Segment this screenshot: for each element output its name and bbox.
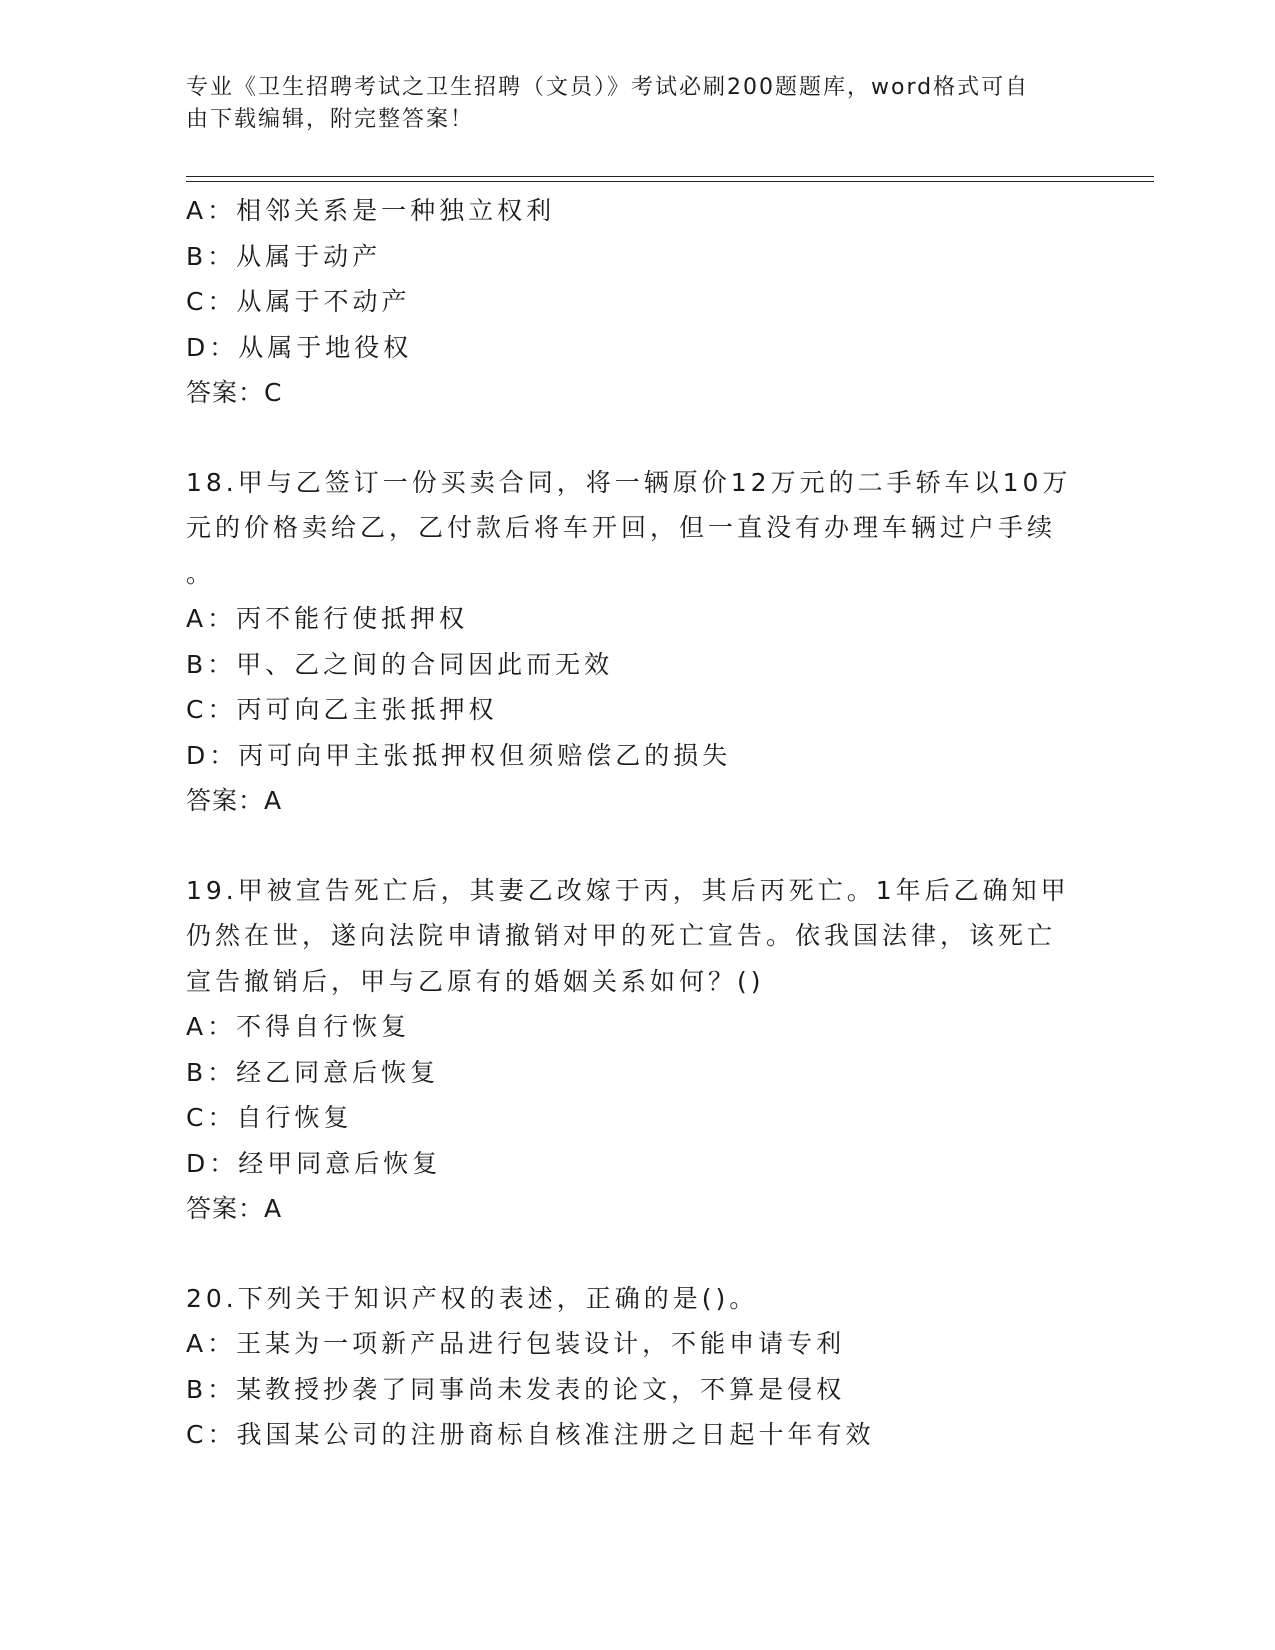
question-text-line-1: 20.下列关于知识产权的表述，正确的是()。 bbox=[186, 1283, 759, 1313]
header-divider-top bbox=[186, 176, 1154, 177]
answer: 答案：A bbox=[186, 786, 283, 815]
question-text-line-2: 元的价格卖给乙，乙付款后将车开回，但一直没有办理车辆过户手续 bbox=[186, 513, 1057, 542]
header-divider-bottom bbox=[186, 181, 1154, 182]
question-text-line-1: 19.甲被宣告死亡后，其妻乙改嫁于丙，其后丙死亡。1年后乙确知甲 bbox=[186, 875, 1070, 905]
answer: 答案：C bbox=[186, 378, 283, 407]
question-20 bbox=[186, 1276, 1086, 1458]
option-c: C：我国某公司的注册商标自核准注册之日起十年有效 bbox=[186, 1420, 875, 1449]
option-a: A：王某为一项新产品进行包装设计，不能申请专利 bbox=[186, 1329, 846, 1358]
spacer bbox=[186, 1232, 1086, 1276]
option-d: D：经甲同意后恢复 bbox=[186, 1148, 442, 1178]
answer: 答案：A bbox=[186, 1194, 283, 1223]
option-b: B：从属于动产 bbox=[186, 241, 382, 271]
option-a: A：丙不能行使抵押权 bbox=[186, 604, 469, 633]
header-title-line-1: 专业《卫生招聘考试之卫生招聘（文员）》考试必刷200题题库，word格式可自 bbox=[186, 75, 1030, 100]
question-17 bbox=[186, 188, 1086, 416]
option-c: C：丙可向乙主张抵押权 bbox=[186, 695, 498, 724]
option-b: B：甲、乙之间的合同因此而无效 bbox=[186, 649, 614, 679]
question-text-line-3: 。 bbox=[186, 558, 216, 588]
question-19 bbox=[186, 868, 1086, 1232]
spacer bbox=[186, 416, 1086, 460]
option-d: D：丙可向甲主张抵押权但须赔偿乙的损失 bbox=[186, 740, 732, 770]
option-a: A：不得自行恢复 bbox=[186, 1012, 411, 1041]
document-header bbox=[186, 72, 1086, 136]
option-c: C：自行恢复 bbox=[186, 1103, 353, 1132]
question-list bbox=[186, 188, 1086, 1458]
option-c: C：从属于不动产 bbox=[186, 287, 411, 316]
spacer bbox=[186, 824, 1086, 868]
option-b: B：某教授抄袭了同事尚未发表的论文，不算是侵权 bbox=[186, 1374, 846, 1404]
header-title-line-2: 由下载编辑，附完整答案！ bbox=[186, 107, 475, 132]
question-text-line-3: 宣告撤销后，甲与乙原有的婚姻关系如何？() bbox=[186, 966, 765, 996]
option-a: A：相邻关系是一种独立权利 bbox=[186, 196, 556, 225]
question-text-line-2: 仍然在世，遂向法院申请撤销对甲的死亡宣告。依我国法律，该死亡 bbox=[186, 921, 1057, 950]
option-b: B：经乙同意后恢复 bbox=[186, 1057, 440, 1087]
question-18 bbox=[186, 460, 1086, 824]
option-d: D：从属于地役权 bbox=[186, 332, 413, 362]
question-text-line-1: 18.甲与乙签订一份买卖合同，将一辆原价12万元的二手轿车以10万 bbox=[186, 467, 1072, 497]
